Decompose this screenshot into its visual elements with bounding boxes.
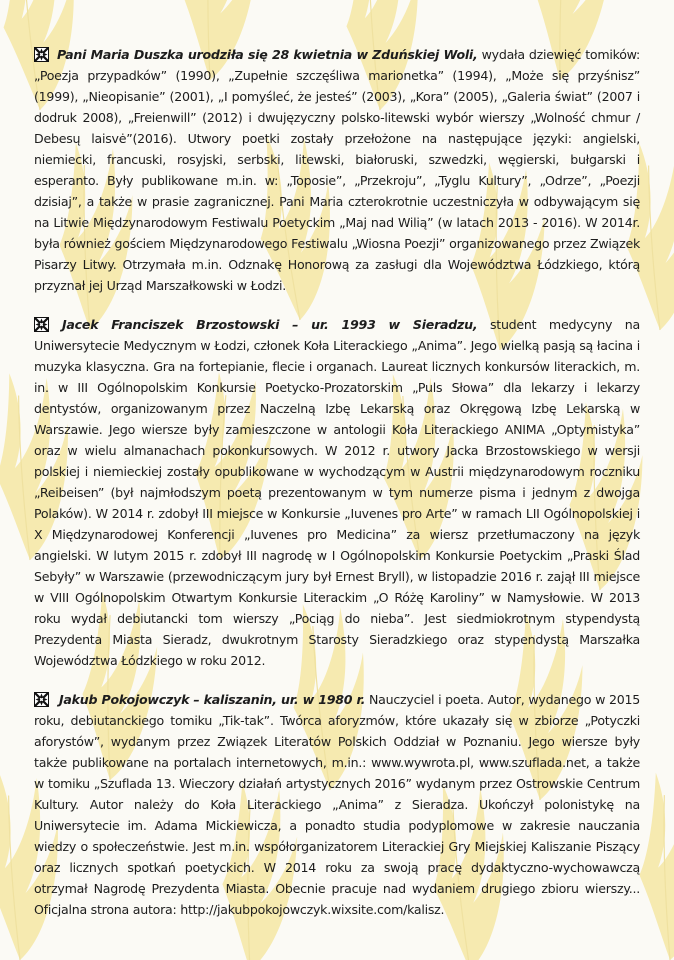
bio-text: student medycyny na Uniwersytecie Medycznym w Łodzi, członek Koła Literackiego „Anima”. Jego wielką pasją są łacina i muzyka klasyczna. Gra na fortepianie, flecie i organach. Laureat licznych konkursów literackich, m. in. w III Ogólnopolskim Konkursie Poetycko-Prozatorskim „Puls Słowa” dla lekarzy i lekarzy dentystów, organizowanym przez Naczelną Izbę Lekarską oraz Okręgową Izbę Lekarską w Warszawie. Jego wiersze były zamieszczone w antologii Koła Literackiego ANIMA „Optymistyka” oraz w wielu almanachach pokonkursowych. W 2012 r. utwory Jacka Brzostowskiego w wersji polskiej i niemieckiej zostały opublikowane w wychodzącym w Austrii międzynarodowym roczniku „Reibeisen” (był najmłodszym poetą prezentowanym w tym numerze pisma i jednym z dwojga Polaków). W 2014 r. zdobył III miejsce w Konkursie „Iuvenes pro Arte” w ramach LII Ogólnopolskiej i X Międzynarodowej Konferencji „Iuvenes pro Medicina” za wiersz przetłumaczony na język angielski. W lutym 2015 r. zdobył III nagrodę w I Ogólnopolskim Konkursie Poetyckim „Praski Ślad Sebyły” w Warszawie (przewodniczącym jury był Ernest Bryll), w listopadzie 2016 r. zajął III miejsce w VIII Ogólnopolskim Otwartym Konkursie Literackim „O Różę Karoliny” w Namysłowie. W 2013 roku wydał debiutancki tom wierszy „Pociąg do nieba”. Jest siedmiokrotnym stypendystą Prezydenta Miasta Sieradz, dwukrotnym Starosty Sieradzkiego oraz stypendystą Marszałka Województwa Łódzkiego w roku 2012. — [34, 317, 640, 668]
bio-name-line: Pani Maria Duszka urodziła się 28 kwietnia w Zduńskiej Woli, — [57, 47, 478, 62]
bio-list — [34, 44, 640, 938]
ornament-square-icon — [34, 47, 49, 62]
bio-name-line: Jacek Franciszek Brzostowski – ur. 1993 w Sieradzu, — [62, 317, 478, 332]
ornament-square-icon — [34, 317, 49, 332]
bio-text: Nauczyciel i poeta. Autor, wydanego w 2015 roku, debiutanckiego tomiku „Tik-tak”. Twórca aforyzmów, które ukazały się w zbiorze „Potyczki aforystów”, wydanym przez Związek Literatów Polskich Oddział w Poznaniu. Jego wiersze były także publikowane na portalach internetowych, m.in.: www.wywrota.pl, www.szuflada.net, a także w tomiku „Szuflada 13. Wieczory działań artystycznych 2016” wydanym przez Ostrowskie Centrum Kultury. Autor należy do Koła Literackiego „Anima” z Sieradza. Ukończył polonistykę na Uniwersytecie im. Adama Mickiewicza, a ponadto studia podyplomowe w zakresie nauczania wiedzy o społeczeństwie. Jest m.in. współorganizatorem Literackiej Gry Miejskiej Kaliszanie Piszący oraz licznych spotkań poetyckich. W 2014 roku za swoją pracę dydaktyczno-wychowawczą otrzymał Nagrodę Prezydenta Miasta. Obecnie pracuje nad wydaniem drugiego zbioru wierszy... Oficjalna strona autora: http://jakubpokojowczyk.wixsite.com/kalisz. — [34, 692, 640, 917]
bio-jacek-brzostowski — [34, 314, 640, 671]
bio-maria-duszka — [34, 44, 640, 296]
ornament-square-icon — [34, 692, 49, 707]
bio-name-line: Jakub Pokojowczyk – kaliszanin, ur. w 1980 r. — [59, 692, 366, 707]
bio-text: wydała dziewięć tomików: „Poezja przypadków” (1990), „Zupełnie szczęśliwa marionetka” (1994), „Może się przyśnisz” (1999), „Nieopisanie” (2001), „I pomyśleć, że jesteś” (2003), „Kora” (2005), „Galeria świat” (2007 i dodruk 2008), „Freienwill” (2012) i dwujęzyczny polsko-litewski wybór wierszy „Wolność chmur / Debesų laisvė”(2016). Utwory poetki zostały przełożone na następujące języki: angielski, niemiecki, francuski, rosyjski, serbski, litewski, białoruski, szwedzki, węgierski, bułgarski i esperanto. Były publikowane m.in. w: „Toposie”, „Przekroju”, „Tyglu Kultury”, „Odrze”, „Poezji dzisiaj”, a także w prasie zagranicznej. Pani Maria czterokrotnie uczestniczyła w odbywającym się na Litwie Międzynarodowym Festiwalu Poetyckim „Maj nad Wilią” (w latach 2013 - 2016). W 2014r. była również gościem Międzynarodowego Festiwalu „Wiosna Poezji” organizowanego przez Związek Pisarzy Litwy. Otrzymała m.in. Odznakę Honorową za zasługi dla Województwa Łódzkiego, którą przyznał jej Urząd Marszałkowski w Łodzi. — [34, 47, 641, 293]
bio-jakub-pokojowczyk — [34, 689, 640, 920]
